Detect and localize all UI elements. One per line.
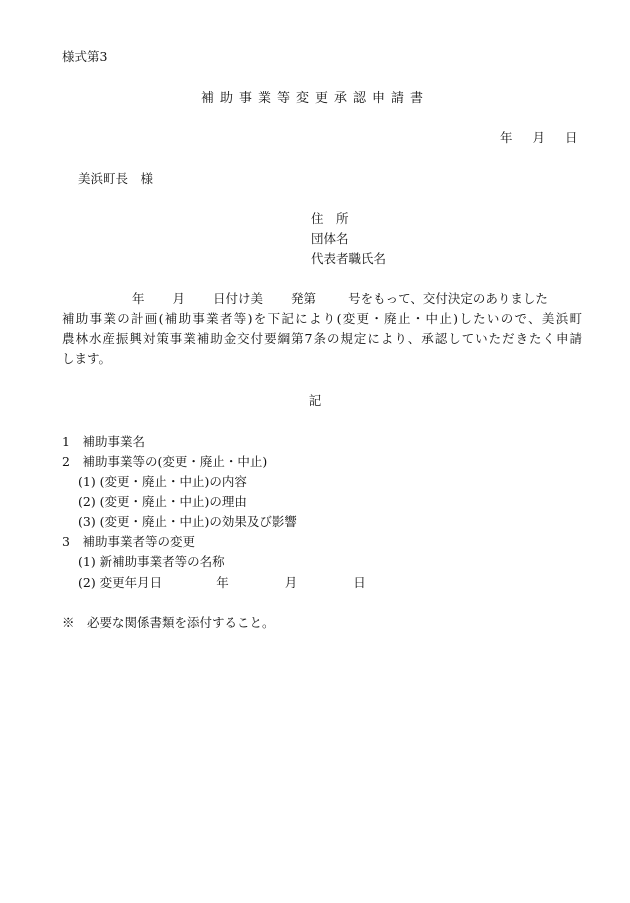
attachment-note: ※ 必要な関係書類を添付すること。 <box>62 615 275 630</box>
body-line-2: 補助事業の計画(補助事業者等)を下記により(変更・廃止・中止)したいので、美浜町 <box>62 311 582 326</box>
form-number: 様式第3 <box>62 49 108 64</box>
item-2-2: (2) (変更・廃止・中止)の理由 <box>78 494 247 509</box>
applicant-organization: 団体名 <box>311 231 349 246</box>
item-2-1: (1) (変更・廃止・中止)の内容 <box>78 474 247 489</box>
date-month: 月 <box>532 130 546 145</box>
body-line-1 <box>62 293 582 313</box>
addressee: 美浜町長 様 <box>78 171 154 186</box>
item-2: 2 補助事業等の(変更・廃止・中止) <box>62 454 268 469</box>
body-date-ref: 日付け美 <box>213 291 264 306</box>
item-3: 3 補助事業者等の変更 <box>62 534 195 549</box>
item-3-2 <box>78 577 366 590</box>
body-line-1-rest: 号をもって、交付決定のありました <box>348 291 548 306</box>
applicant-representative: 代表者職氏名 <box>311 251 387 266</box>
item-3-2-label: (2) 変更年月日 <box>78 575 163 590</box>
item-3-2-month: 月 <box>284 575 298 590</box>
item-2-3: (3) (変更・廃止・中止)の効果及び影響 <box>78 514 297 529</box>
body-line-4: します。 <box>62 351 112 366</box>
body-paragraph <box>62 293 582 373</box>
item-3-1: (1) 新補助事業者等の名称 <box>78 554 225 569</box>
applicant-address: 住 所 <box>311 211 349 226</box>
date-day: 日 <box>565 130 578 145</box>
body-year: 年 <box>132 291 145 306</box>
body-issue-ref: 発第 <box>291 291 317 306</box>
item-3-2-day: 日 <box>353 575 366 590</box>
date-year: 年 <box>500 130 513 145</box>
document-title: 補助事業等変更承認申請書 <box>200 91 429 106</box>
date-line <box>500 132 578 145</box>
item-3-2-year: 年 <box>216 575 229 590</box>
item-1: 1 補助事業名 <box>62 434 145 449</box>
ki-heading: 記 <box>308 393 322 408</box>
body-line-3: 農林水産振興対策事業補助金交付要綱第7条の規定により、承認していただきたく申請 <box>62 331 582 346</box>
body-month: 月 <box>172 291 186 306</box>
